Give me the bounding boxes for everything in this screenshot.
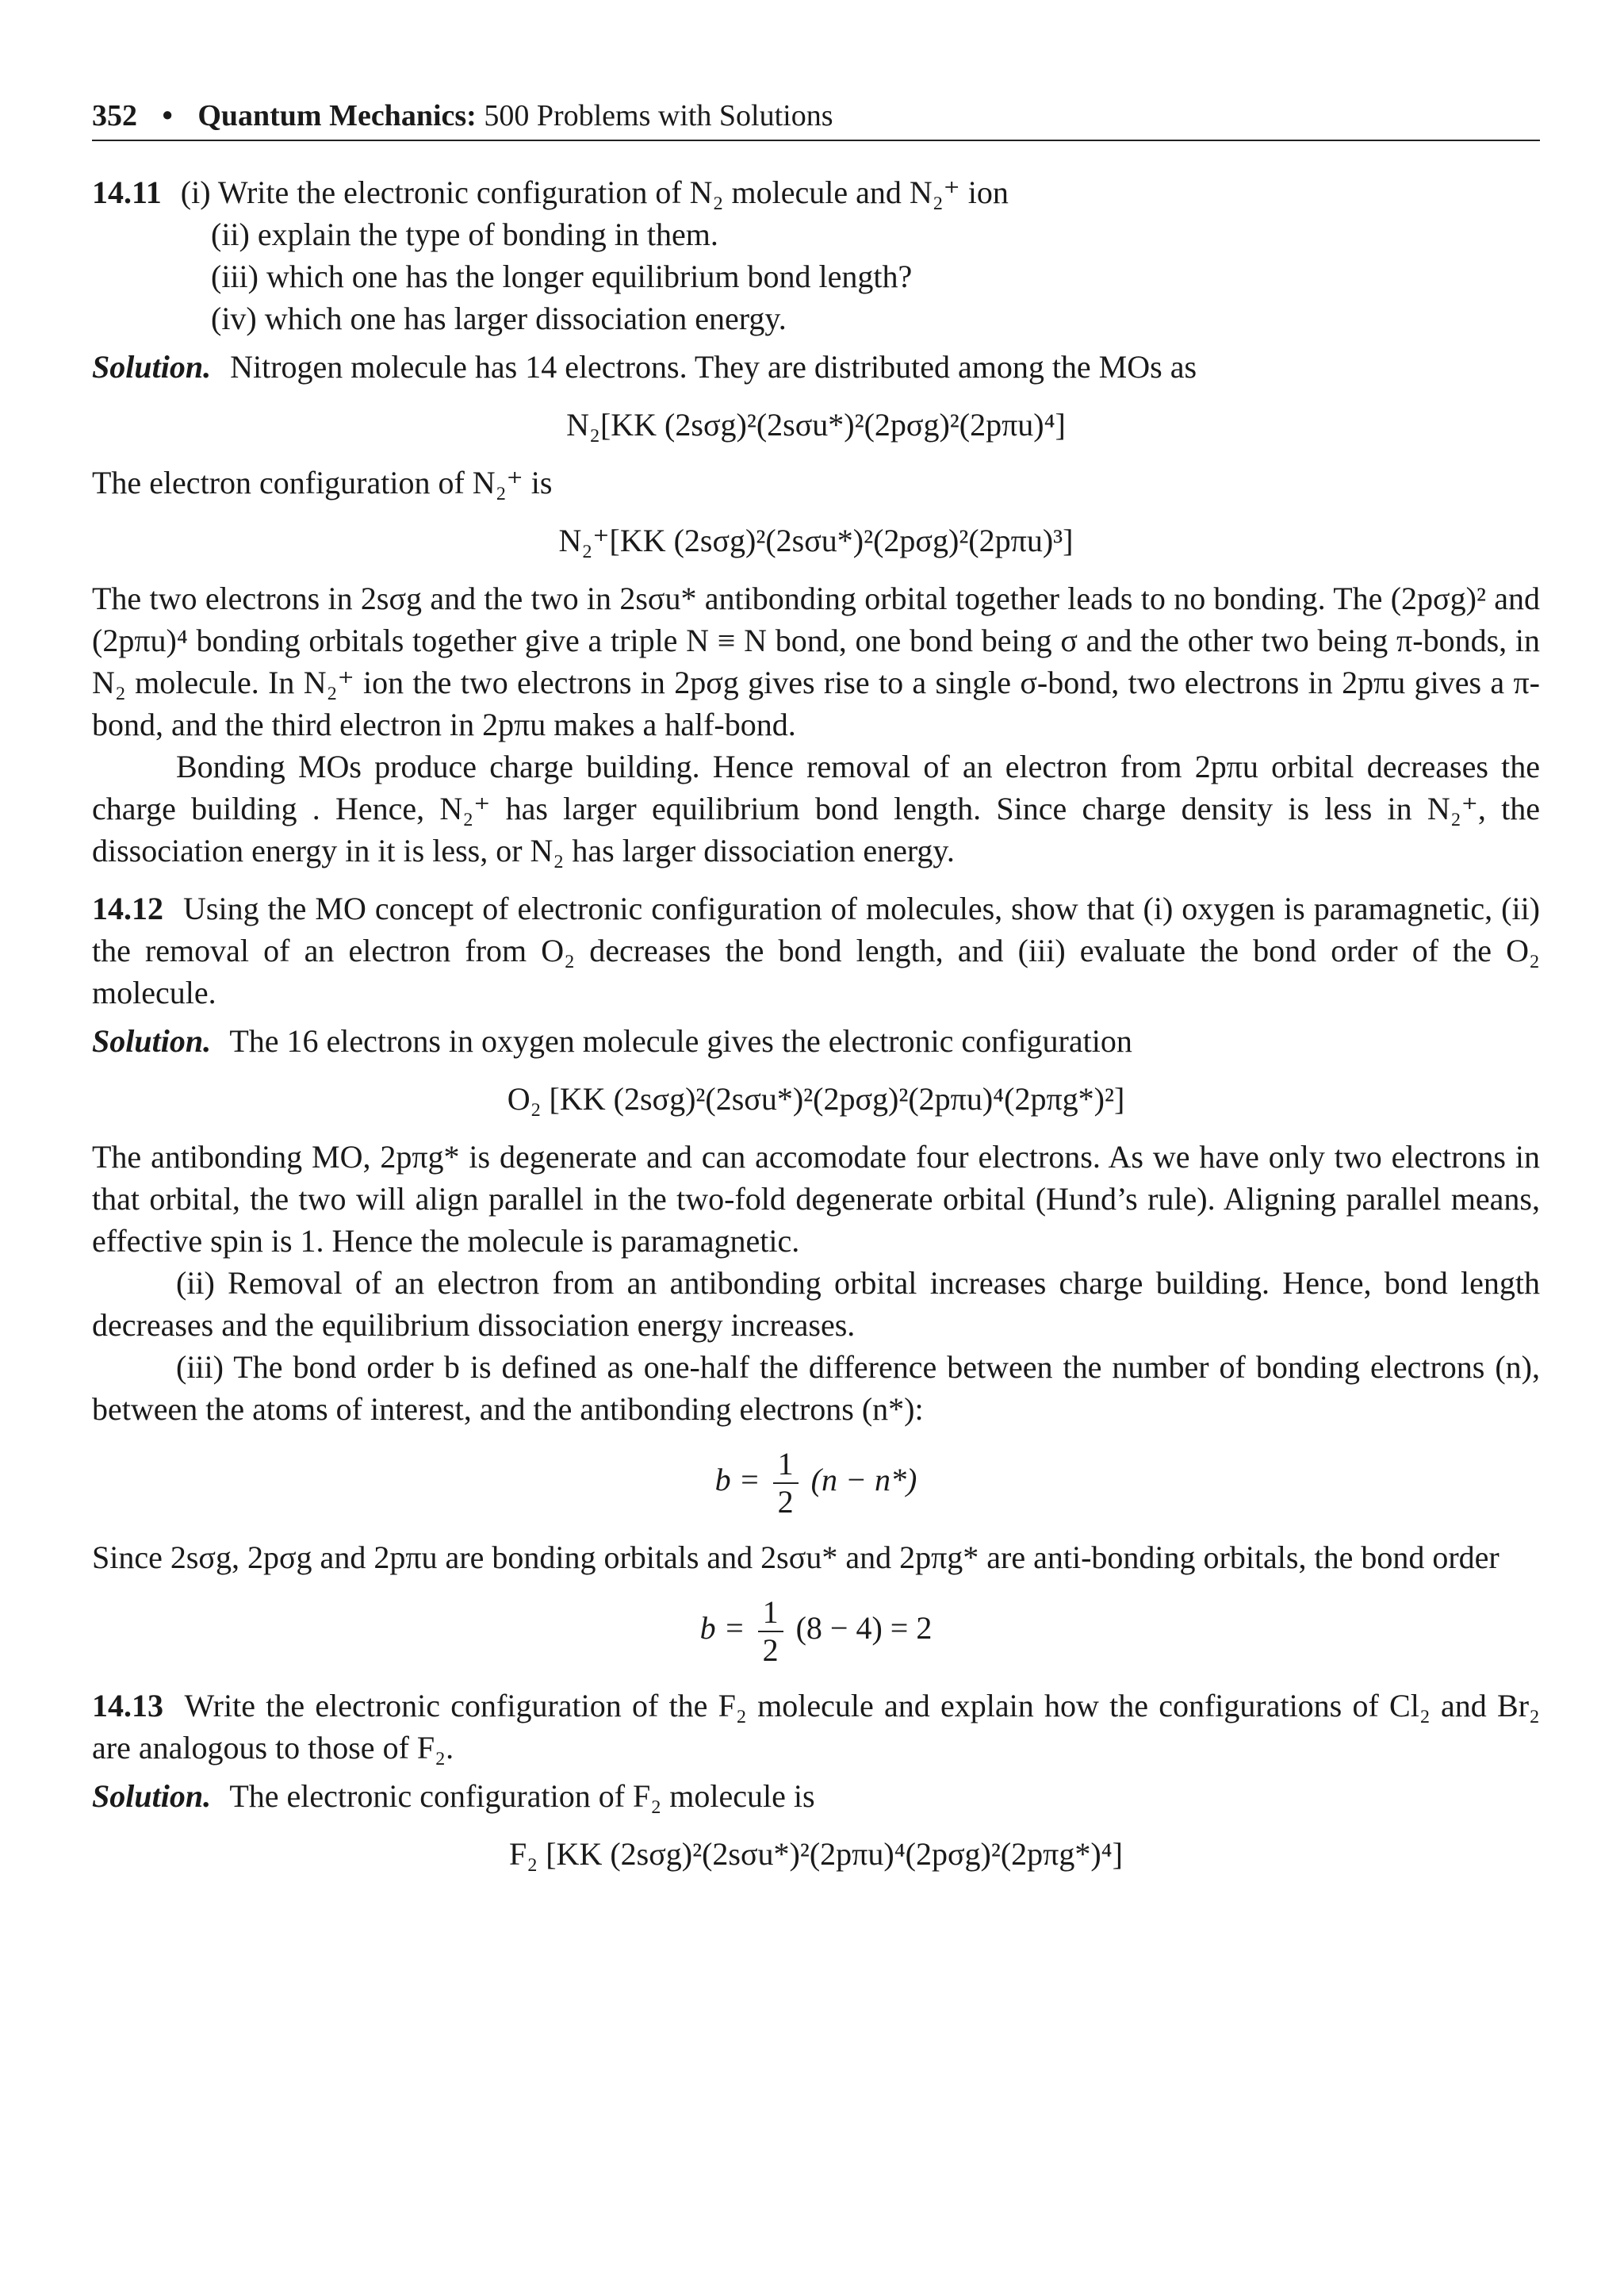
solution-label: Solution. [92,1778,212,1814]
problem-text: (i) Write the electronic configuration of N₂ molecule and N₂⁺ ion [180,174,1009,210]
page-content [92,171,1540,1891]
solution-text: The 16 electrons in oxygen molecule gives the electronic configuration [229,1023,1132,1059]
problem-item-1 [92,171,1540,213]
problem-number: 14.11 [92,174,162,210]
book-subtitle: 500 Problems with Solutions [484,99,833,132]
problem-statement [92,888,1540,1014]
solution-text: Nitrogen molecule has 14 electrons. They are distributed among the MOs as [230,349,1197,385]
problem-item-2: (ii) explain the type of bonding in them. [211,217,718,252]
problem-text: Using the MO concept of electronic configuration of molecules, show that (i) oxygen is paramagnetic, (ii) the removal of an electron from O₂ decreases the bond length, and (iii) evaluate the bond order of the O₂ molecule. [92,891,1541,1010]
paragraph: (iii) The bond order b is defined as one-half the difference between the number of bonding electrons (n), between the atoms of interest, and the antibonding electrons (n*): [92,1349,1540,1427]
equation-lhs: b = [699,1610,745,1647]
paragraph: The electron configuration of N₂⁺ is [92,465,553,500]
header-separator: • [162,99,173,132]
paragraph: (ii) Removal of an electron from an antibonding orbital increases charge building. Hence, bond length decreases and the equilibrium dissociation energy increases. [92,1265,1540,1343]
solution-label: Solution. [92,349,212,385]
equation-f2-configuration: F₂ [KK (2sσg)²(2sσu*)²(2pπu)⁴(2pσg)²(2pπg*)⁴] [509,1836,1123,1872]
paragraph: The antibonding MO, 2pπg* is degenerate and can accomodate four electrons. As we have only two electrons in that orbital, the two will align parallel in the two-fold degenerate orbital (Hund’s rule). Aligning parallel means, effective spin is 1. Hence the molecule is paramagnetic. [92,1139,1540,1259]
paragraph: The two electrons in 2sσg and the two in 2sσu* antibonding orbital together leads to no bonding. The (2pσg)² and (2pπu)⁴ bonding orbitals together give a triple N ≡ N bond, one bond being σ and the other two being π-bonds, in N₂ molecule. In N₂⁺ ion the two electrons in 2pσg gives rise to a single σ-bond, two electrons in 2pπu gives a π-bond, and the third electron in 2pπu makes a half-bond. [92,581,1540,742]
problem-14-13 [92,1685,1540,1875]
equation-lhs: b = [714,1462,760,1498]
equation-n2-configuration: N₂[KK (2sσg)²(2sσu*)²(2pσg)²(2pπu)⁴] [566,407,1066,443]
paragraph: Bonding MOs produce charge building. Hence removal of an electron from 2pπu orbital decreases the charge building . Hence, N₂⁺ has larger equilibrium bond length. Since charge density is less in N₂⁺, the dissociation energy in it is less, or N₂ has larger dissociation energy. [92,749,1540,868]
problem-14-11 [92,171,1540,872]
equation-n2-ion-configuration: N₂⁺[KK (2sσg)²(2sσu*)²(2pσg)²(2pπu)³] [558,523,1074,558]
equation-bond-order-definition [92,1446,1540,1520]
solution-intro [92,1775,1540,1817]
problem-14-12 [92,888,1540,1669]
problem-item-4: (iv) which one has larger dissociation energy. [211,301,787,336]
running-header [92,92,1540,141]
problem-statement [92,1685,1540,1769]
solution-intro [92,1020,1540,1062]
equation-rhs: (8 − 4) = 2 [795,1610,933,1647]
paragraph: Since 2sσg, 2pσg and 2pπu are bonding orbitals and 2sσu* and 2pπg* are anti-bonding orbitals, the bond order [92,1539,1500,1575]
fraction-denominator: 2 [777,1484,794,1520]
equation-o2-configuration: O₂ [KK (2sσg)²(2sσu*)²(2pσg)²(2pπu)⁴(2pπg*)²] [507,1081,1125,1117]
problem-text: Write the electronic configuration of the F₂ molecule and explain how the configurations of Cl₂ and Br₂ are analogous to those of F₂. [92,1688,1540,1766]
equation-bond-order-result [92,1594,1540,1669]
solution-label: Solution. [92,1023,212,1059]
problem-item-3: (iii) which one has the longer equilibrium bond length? [211,259,913,294]
fraction-numerator: 1 [758,1594,783,1632]
solution-text: The electronic configuration of F₂ molecule is [229,1778,815,1814]
problem-number: 14.12 [92,891,163,926]
fraction-one-half [773,1446,799,1520]
book-title: Quantum Mechanics: [197,99,477,132]
fraction-one-half [758,1594,783,1669]
fraction-numerator: 1 [773,1446,799,1484]
equation-rhs: (n − n*) [810,1462,917,1498]
solution-intro [92,346,1540,388]
problem-number: 14.13 [92,1688,163,1723]
fraction-denominator: 2 [762,1632,779,1668]
page-number: 352 [92,99,137,132]
